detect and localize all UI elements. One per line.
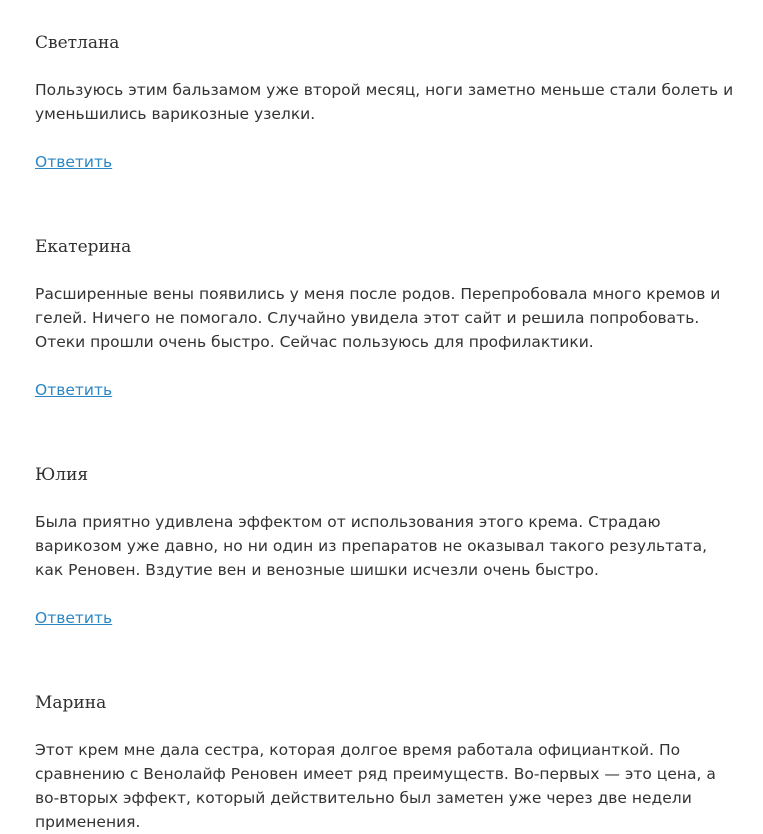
- comment: [35, 432, 735, 660]
- comment-text: Была приятно удивлена эффектом от использования этого крема. Страдаю варикозом уже давно, но ни один из препаратов не оказывал такого результата, как Реновен. Вздутие вен и венозные шишки исчезли очень быстро.: [35, 513, 708, 579]
- comment-text: Пользуюсь этим бальзамом уже второй месяц, ноги заметно меньше стали болеть и уменьшились варикозные узелки.: [35, 81, 734, 123]
- comment: [35, 204, 735, 432]
- comment: [35, 660, 735, 831]
- comment-text: Этот крем мне дала сестра, которая долгое время работала официанткой. По сравнению с Венолайф Реновен имеет ряд преимуществ. Во-первых — это цена, а во-вторых эффект, который действительно был заметен уже через две недели применения.: [35, 741, 716, 831]
- reply-link[interactable]: Ответить: [35, 381, 113, 399]
- comment: [35, 0, 735, 228]
- reply-link[interactable]: Ответить: [35, 609, 113, 627]
- comment-author: Екатерина: [35, 237, 132, 257]
- comment-author: Юлия: [35, 465, 89, 485]
- comment-author: Светлана: [35, 33, 120, 53]
- comment-list: [35, 0, 735, 831]
- comment-author: Марина: [35, 693, 107, 713]
- comment-text: Расширенные вены появились у меня после родов. Перепробовала много кремов и гелей. Ничего не помогало. Случайно увидела этот сайт и решила попробовать. Отеки прошли очень быстро. Сейчас пользуюсь для профилактики.: [35, 285, 721, 351]
- reply-link[interactable]: Ответить: [35, 153, 113, 171]
